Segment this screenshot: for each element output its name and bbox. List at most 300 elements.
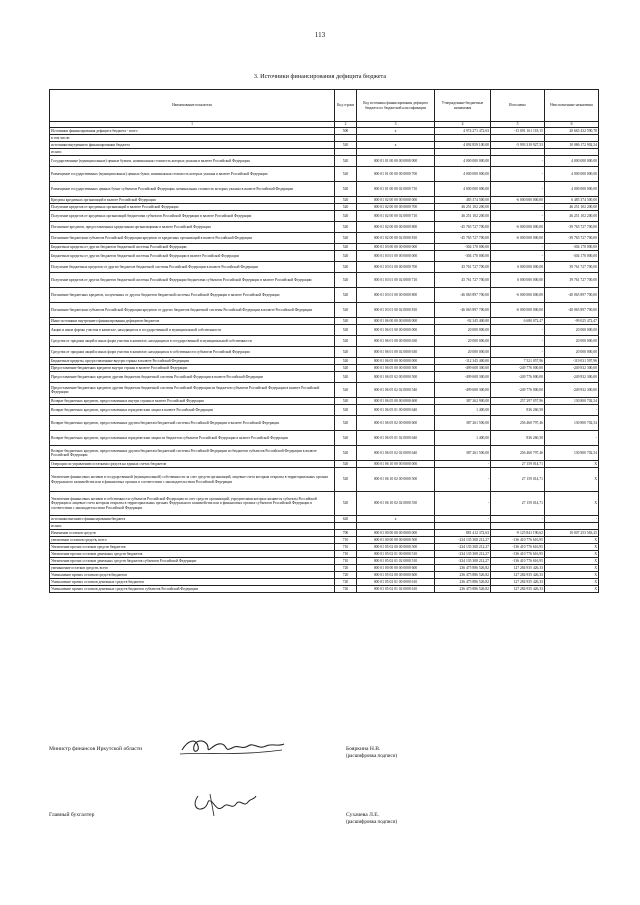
row-executed-cell: -136 410 776 616,95 — [491, 537, 545, 544]
minister-signature-icon — [178, 734, 288, 760]
row-source-code-cell: 000 01 06 05 00 00 0000 600 — [357, 398, 435, 405]
row-unexecuted-cell: -40 065 897 700,00 — [545, 288, 599, 303]
row-executed-cell: 127 284 935 426,33 — [491, 579, 545, 586]
row-line-code-cell: 700 — [335, 530, 357, 537]
row-unexecuted-cell: X — [545, 461, 599, 468]
row-name-cell: из них: — [50, 149, 335, 156]
row-executed-cell: 127 284 935 426,33 — [491, 565, 545, 572]
row-unexecuted-cell: 4 000 000 000,00 — [545, 167, 599, 182]
row-executed-cell: 257 297 057,96 — [491, 398, 545, 405]
row-name-cell: Предоставление бюджетных кредитов другим бюджетам бюджетной системы Российской Федерации из бюджетов субъектов Российской Федерации в валюте Российской Федерации — [50, 383, 335, 398]
row-approved-cell: - — [435, 468, 491, 492]
row-name-cell: Уменьшение прочих остатков денежных средств бюджетов — [50, 579, 335, 586]
row-name-cell: Возврат бюджетных кредитов, предоставленных юридическим лицам из бюджетов субъектов Российской Федерации в валюте Российской Федерации — [50, 431, 335, 446]
table-row — [50, 347, 599, 358]
row-line-code-cell: 520 — [335, 197, 357, 204]
table-row — [50, 516, 599, 523]
row-executed-cell: - — [491, 211, 545, 222]
row-source-code-cell: 000 01 05 02 00 00 0000 500 — [357, 544, 435, 551]
table-row — [50, 446, 599, 461]
row-unexecuted-cell: - — [545, 431, 599, 446]
row-line-code-cell: 520 — [335, 262, 357, 273]
table-row — [50, 544, 599, 551]
table-body — [50, 128, 599, 593]
minister-name: Бояркина Н.В. — [346, 746, 381, 752]
row-unexecuted-cell: 46 251 102 200,00 — [545, 211, 599, 222]
row-line-code-cell: 520 — [335, 347, 357, 358]
row-name-cell: Получение кредитов от кредитных организаций бюджетами субъектов Российской Федерации в валюте Российской Федерации — [50, 211, 335, 222]
row-source-code-cell: 000 01 03 01 00 02 0000 810 — [357, 303, 435, 318]
row-unexecuted-cell: X — [545, 492, 599, 516]
row-line-code-cell: 500 — [335, 128, 357, 135]
row-executed-cell: 256 460 797,46 — [491, 446, 545, 461]
row-approved-cell: 20 000 000,00 — [435, 347, 491, 358]
table-row — [50, 431, 599, 446]
row-name-cell: Государственные (муниципальные) ценные бумаги, номинальная стоимость которых указана в валюте Российской Федерации — [50, 156, 335, 167]
row-source-code-cell: 000 01 05 02 01 02 0000 610 — [357, 586, 435, 593]
row-unexecuted-cell: X — [545, 579, 599, 586]
financing-sources-table — [49, 89, 599, 593]
row-executed-cell — [491, 135, 545, 142]
table-row — [50, 523, 599, 530]
table-row — [50, 167, 599, 182]
table-row — [50, 383, 599, 398]
row-name-cell: Предоставление бюджетных кредитов другим бюджетам бюджетной системы Российской Федерации в валюте Российской Федерации — [50, 372, 335, 383]
row-executed-cell: - — [491, 325, 545, 336]
row-name-cell: Размещение государственных (муниципальных) ценных бумаг, номинальная стоимость которых указана в валюте Российской Федерации — [50, 167, 335, 182]
row-source-code-cell: 000 01 06 10 00 00 0000 000 — [357, 461, 435, 468]
row-source-code-cell: 000 01 05 02 00 00 0000 600 — [357, 572, 435, 579]
row-name-cell: Иные источники внутреннего финансирования дефицитов бюджетов — [50, 318, 335, 325]
row-approved-cell: -304 170 000,00 — [435, 251, 491, 262]
row-approved-cell: 20 000 000,00 — [435, 336, 491, 347]
row-source-code-cell: 000 01 06 01 00 00 0000 630 — [357, 336, 435, 347]
table-row — [50, 204, 599, 211]
table-row — [50, 288, 599, 303]
row-unexecuted-cell: 4 000 000 000,00 — [545, 156, 599, 167]
row-line-code-cell — [335, 149, 357, 156]
col-header-name: Наименование показателя — [50, 90, 335, 122]
row-approved-cell: 387 261 500,00 — [435, 416, 491, 431]
column-index: 3 — [357, 122, 435, 128]
table-row — [50, 197, 599, 204]
table-row — [50, 142, 599, 149]
row-approved-cell: - — [435, 516, 491, 523]
row-line-code-cell: 520 — [335, 372, 357, 383]
row-name-cell: источники внутреннего финансирования бюджета — [50, 142, 335, 149]
row-source-code-cell: 000 01 06 05 00 00 0000 500 — [357, 365, 435, 372]
row-executed-cell: 836 260,50 — [491, 405, 545, 416]
row-source-code-cell: 000 01 06 05 02 00 0000 600 — [357, 416, 435, 431]
row-line-code-cell: 520 — [335, 273, 357, 288]
row-approved-cell: -234 135 308 212,27 — [435, 558, 491, 565]
row-approved-cell: -46 065 897 700,00 — [435, 303, 491, 318]
row-line-code-cell: 620 — [335, 516, 357, 523]
row-name-cell: источники внешнего финансирования бюджета — [50, 516, 335, 523]
row-source-code-cell: 000 01 06 05 02 02 0000 540 — [357, 383, 435, 398]
row-unexecuted-cell: 20 000 000,00 — [545, 336, 599, 347]
minister-decode-caption: (расшифровка подписи) — [346, 754, 398, 759]
row-executed-cell: - — [491, 347, 545, 358]
row-unexecuted-cell: 10 007 253 563,25 — [545, 530, 599, 537]
row-line-code-cell: 520 — [335, 358, 357, 365]
row-line-code-cell: 710 — [335, 544, 357, 551]
row-line-code-cell: 520 — [335, 167, 357, 182]
row-line-code-cell: 520 — [335, 142, 357, 149]
table-row — [50, 586, 599, 593]
row-approved-cell: 4 974 271 472,63 — [435, 128, 491, 135]
row-line-code-cell: 720 — [335, 586, 357, 593]
row-approved-cell: 4 092 859 100,00 — [435, 142, 491, 149]
row-executed-cell: -6 000 000 000,00 — [491, 303, 545, 318]
table-row — [50, 336, 599, 347]
row-unexecuted-cell: 20 665 432 590,78 — [545, 128, 599, 135]
row-line-code-cell: 520 — [335, 211, 357, 222]
row-source-code-cell: 000 01 02 00 00 02 0000 810 — [357, 233, 435, 244]
row-name-cell: Предоставление бюджетных кредитов внутри страны в валюте Российской Федерации — [50, 365, 335, 372]
row-source-code-cell: x — [357, 128, 435, 135]
row-approved-cell: -92 345 400,00 — [435, 318, 491, 325]
table-row — [50, 303, 599, 318]
row-executed-cell: -9 125 841 190,62 — [491, 530, 545, 537]
row-unexecuted-cell: -99 025 472,47 — [545, 318, 599, 325]
row-approved-cell: -234 135 308 212,27 — [435, 544, 491, 551]
column-index: 1 — [50, 122, 335, 128]
row-unexecuted-cell: - — [545, 516, 599, 523]
row-line-code-cell: 520 — [335, 318, 357, 325]
table-row — [50, 558, 599, 565]
row-line-code-cell: 710 — [335, 558, 357, 565]
row-executed-cell: 7 521 057,96 — [491, 358, 545, 365]
row-unexecuted-cell: -39 765 727 700,00 — [545, 233, 599, 244]
table-row — [50, 262, 599, 273]
row-unexecuted-cell: X — [545, 586, 599, 593]
row-line-code-cell: 520 — [335, 365, 357, 372]
row-executed-cell: -249 776 000,00 — [491, 383, 545, 398]
row-name-cell: Погашение бюджетных кредитов, полученных от других бюджетов бюджетной системы Российской Федерации в валюте Российской Федерации — [50, 288, 335, 303]
row-executed-cell: -249 776 000,00 — [491, 365, 545, 372]
row-unexecuted-cell: 20 000 000,00 — [545, 325, 599, 336]
row-approved-cell: -234 135 308 212,27 — [435, 551, 491, 558]
row-executed-cell: -6 000 000 000,00 — [491, 197, 545, 204]
row-source-code-cell: 000 01 06 10 02 02 0000 550 — [357, 492, 435, 516]
table-row — [50, 222, 599, 233]
table-row — [50, 156, 599, 167]
row-unexecuted-cell: X — [545, 558, 599, 565]
row-source-code-cell: 000 01 03 00 00 00 0000 000 — [357, 244, 435, 251]
row-line-code-cell: 520 — [335, 398, 357, 405]
row-approved-cell — [435, 523, 491, 530]
row-name-cell: Акции и иные формы участия в капитале, находящиеся в государственной и муниципальной собственности — [50, 325, 335, 336]
row-executed-cell: - — [491, 156, 545, 167]
row-line-code-cell: 710 — [335, 551, 357, 558]
row-line-code-cell: 520 — [335, 325, 357, 336]
row-unexecuted-cell: 6 485 374 500,00 — [545, 197, 599, 204]
row-name-cell: Погашение бюджетами субъектов Российской Федерации кредитов от кредитных организаций в валюте Российской Федерации — [50, 233, 335, 244]
table-row — [50, 530, 599, 537]
table-row — [50, 416, 599, 431]
row-name-cell: Возврат бюджетных кредитов, предоставленных другим бюджетам бюджетной системы Российской Федерации в валюте Российской Федерации — [50, 416, 335, 431]
table-row — [50, 325, 599, 336]
row-line-code-cell — [335, 523, 357, 530]
row-approved-cell: 236 475 886 526,82 — [435, 586, 491, 593]
row-executed-cell: -136 410 776 616,95 — [491, 558, 545, 565]
accountant-signature-icon — [190, 790, 260, 820]
row-source-code-cell: 000 01 02 00 00 00 0000 000 — [357, 197, 435, 204]
row-source-code-cell: 000 01 05 02 01 00 0000 610 — [357, 579, 435, 586]
row-approved-cell: -112 345 400,00 — [435, 358, 491, 365]
row-unexecuted-cell: -249 832 300,00 — [545, 383, 599, 398]
row-name-cell: уменьшение остатков средств, всего — [50, 565, 335, 572]
row-executed-cell: -6 000 000 000,00 — [491, 288, 545, 303]
row-source-code-cell: x — [357, 142, 435, 149]
col-header-unexecuted: Неисполненные назначения — [545, 90, 599, 122]
row-unexecuted-cell: -249 832 300,00 — [545, 365, 599, 372]
row-line-code-cell: 520 — [335, 383, 357, 398]
row-approved-cell: 46 251 102 200,00 — [435, 204, 491, 211]
row-line-code-cell: 520 — [335, 244, 357, 251]
row-source-code-cell: 000 01 06 05 02 02 0000 640 — [357, 446, 435, 461]
row-source-code-cell — [357, 149, 435, 156]
row-unexecuted-cell: -39 765 727 700,00 — [545, 222, 599, 233]
row-approved-cell: 236 475 886 526,82 — [435, 565, 491, 572]
row-executed-cell: - — [491, 516, 545, 523]
row-name-cell: Кредиты кредитных организаций в валюте Российской Федерации — [50, 197, 335, 204]
row-source-code-cell: 000 01 06 00 00 00 0000 000 — [357, 318, 435, 325]
row-unexecuted-cell: 10 086 172 902,54 — [545, 142, 599, 149]
row-approved-cell: 387 262 900,00 — [435, 398, 491, 405]
row-name-cell: в том числе: — [50, 135, 335, 142]
table-row — [50, 551, 599, 558]
row-line-code-cell: 720 — [335, 579, 357, 586]
row-name-cell: Средства от продажи акций и иных форм участия в капитале, находящихся в собственности субъектов Российской Федерации — [50, 347, 335, 358]
row-source-code-cell: 000 01 03 01 00 02 0000 710 — [357, 273, 435, 288]
row-approved-cell: 4 000 000 000,00 — [435, 167, 491, 182]
row-approved-cell: 387 261 500,00 — [435, 446, 491, 461]
row-approved-cell: -499 608 300,00 — [435, 372, 491, 383]
col-header-line: Код строки — [335, 90, 357, 122]
row-name-cell: Увеличение прочих остатков средств бюджетов — [50, 544, 335, 551]
row-line-code-cell: 520 — [335, 222, 357, 233]
row-unexecuted-cell: -249 832 300,00 — [545, 372, 599, 383]
row-executed-cell: -5 993 319 927,53 — [491, 142, 545, 149]
row-unexecuted-cell: 4 000 000 000,00 — [545, 182, 599, 197]
row-approved-cell: 46 251 102 200,00 — [435, 211, 491, 222]
row-source-code-cell: 000 01 06 10 02 00 0000 500 — [357, 468, 435, 492]
row-executed-cell: 127 284 935 426,33 — [491, 586, 545, 593]
row-source-code-cell — [357, 135, 435, 142]
row-executed-cell: 27 159 014,71 — [491, 492, 545, 516]
accountant-decode-caption: (расшифровка подписи) — [346, 820, 398, 825]
table-row — [50, 572, 599, 579]
row-executed-cell: -136 410 776 616,95 — [491, 551, 545, 558]
table-row — [50, 211, 599, 222]
row-unexecuted-cell: X — [545, 572, 599, 579]
row-name-cell: Погашение бюджетами субъектов Российской Федерации кредитов от других бюджетов бюджетной системы Российской Федерации в валюте Российской Федерации — [50, 303, 335, 318]
row-source-code-cell: 000 01 06 01 00 02 0000 630 — [357, 347, 435, 358]
row-unexecuted-cell: X — [545, 537, 599, 544]
row-unexecuted-cell: X — [545, 468, 599, 492]
table-row — [50, 579, 599, 586]
row-name-cell: Бюджетные кредиты от других бюджетов бюджетной системы Российской Федерации — [50, 244, 335, 251]
row-executed-cell: - — [491, 251, 545, 262]
row-source-code-cell: 000 01 03 01 00 00 0000 800 — [357, 288, 435, 303]
table-row — [50, 537, 599, 544]
col-header-approved: Утвержденные бюджетные назначения — [435, 90, 491, 122]
row-approved-cell: 1 400,00 — [435, 431, 491, 446]
row-line-code-cell — [335, 135, 357, 142]
row-executed-cell: - — [491, 244, 545, 251]
row-approved-cell: 485 374 500,00 — [435, 197, 491, 204]
row-name-cell: Погашение кредитов, предоставленных кредитными организациями в валюте Российской Федерации — [50, 222, 335, 233]
row-source-code-cell: 000 01 06 05 02 00 0000 500 — [357, 372, 435, 383]
row-name-cell: Операции по управлению остатками средств на единых счетах бюджетов — [50, 461, 335, 468]
table-row — [50, 244, 599, 251]
column-index: 6 — [545, 122, 599, 128]
table-row — [50, 128, 599, 135]
row-name-cell: увеличение остатков средств, всего — [50, 537, 335, 544]
row-unexecuted-cell: 46 251 102 200,00 — [545, 204, 599, 211]
row-approved-cell: 236 475 886 526,82 — [435, 579, 491, 586]
row-source-code-cell: 000 01 02 00 00 02 0000 710 — [357, 211, 435, 222]
row-name-cell: Возврат бюджетных кредитов, предоставленных юридическим лицам в валюте Российской Федерации — [50, 405, 335, 416]
table-row — [50, 398, 599, 405]
row-approved-cell: 45 761 727 700,00 — [435, 262, 491, 273]
row-approved-cell: -499 608 300,00 — [435, 383, 491, 398]
row-source-code-cell: 000 01 06 01 00 00 0000 000 — [357, 325, 435, 336]
row-line-code-cell: 720 — [335, 572, 357, 579]
row-line-code-cell: 520 — [335, 461, 357, 468]
row-unexecuted-cell: -304 170 000,00 — [545, 251, 599, 262]
row-line-code-cell: 520 — [335, 446, 357, 461]
table-row — [50, 468, 599, 492]
table-row — [50, 251, 599, 262]
row-line-code-cell: 520 — [335, 233, 357, 244]
table-row — [50, 365, 599, 372]
row-line-code-cell: 520 — [335, 251, 357, 262]
row-approved-cell: 4 000 000 000,00 — [435, 156, 491, 167]
row-executed-cell: 6 000 000 000,00 — [491, 273, 545, 288]
row-approved-cell: 4 000 000 000,00 — [435, 182, 491, 197]
table-row — [50, 182, 599, 197]
row-approved-cell: 881 412 372,63 — [435, 530, 491, 537]
row-line-code-cell: 520 — [335, 182, 357, 197]
row-name-cell: Изменение остатков средств — [50, 530, 335, 537]
section-title: 3. Источники финансирования дефицита бюджета — [253, 73, 387, 80]
row-source-code-cell: 000 01 02 00 00 00 0000 800 — [357, 222, 435, 233]
row-executed-cell: 6 680 072,47 — [491, 318, 545, 325]
row-unexecuted-cell: -119 031 597,96 — [545, 358, 599, 365]
row-name-cell: из них: — [50, 523, 335, 530]
row-executed-cell: -6 000 000 000,00 — [491, 222, 545, 233]
row-source-code-cell: 000 01 02 00 00 00 0000 700 — [357, 204, 435, 211]
table-row — [50, 372, 599, 383]
row-name-cell: Получение кредитов от кредитных организаций в валюте Российской Федерации — [50, 204, 335, 211]
row-approved-cell: 20 000 000,00 — [435, 325, 491, 336]
row-executed-cell: - — [491, 167, 545, 182]
row-approved-cell — [435, 135, 491, 142]
table-row — [50, 149, 599, 156]
table-row — [50, 358, 599, 365]
row-unexecuted-cell: 130 800 702,54 — [545, 398, 599, 405]
row-executed-cell: 27 159 014,71 — [491, 461, 545, 468]
row-executed-cell: -15 691 161 118,15 — [491, 128, 545, 135]
row-unexecuted-cell: 130 800 702,54 — [545, 416, 599, 431]
row-executed-cell: 27 159 014,71 — [491, 468, 545, 492]
row-name-cell: Возврат бюджетных кредитов, предоставленных внутри страны в валюте Российской Федерации — [50, 398, 335, 405]
row-executed-cell: 836 260,50 — [491, 431, 545, 446]
table-row — [50, 405, 599, 416]
row-source-code-cell: 000 01 01 00 00 02 0000 710 — [357, 182, 435, 197]
row-unexecuted-cell: 130 800 702,54 — [545, 446, 599, 461]
column-index: 5 — [491, 122, 545, 128]
row-unexecuted-cell: X — [545, 565, 599, 572]
column-index: 4 — [435, 122, 491, 128]
row-name-cell: Увеличение финансовых активов в государственной (муниципальной) собственности за счет средств организаций, лицевые счета которым открыты в территориальных органах Федерального казначейства или в финансовых органах в соответствии с законодательством Российской Федерации — [50, 468, 335, 492]
row-line-code-cell: 520 — [335, 204, 357, 211]
row-name-cell: Получение кредитов от других бюджетов бюджетной системы Российской Федерации бюджетами субъектов Российской Федерации в валюте Российской Федерации — [50, 273, 335, 288]
row-line-code-cell: 520 — [335, 336, 357, 347]
row-source-code-cell: 000 01 01 00 00 00 0000 700 — [357, 167, 435, 182]
row-approved-cell: 236 475 886 526,82 — [435, 572, 491, 579]
row-line-code-cell: 520 — [335, 416, 357, 431]
row-approved-cell: -45 765 727 700,00 — [435, 222, 491, 233]
row-line-code-cell: 520 — [335, 468, 357, 492]
row-line-code-cell: 710 — [335, 537, 357, 544]
row-executed-cell — [491, 523, 545, 530]
row-name-cell: Увеличение прочих остатков денежных средств бюджетов — [50, 551, 335, 558]
row-approved-cell: 1 400,00 — [435, 405, 491, 416]
table-row — [50, 565, 599, 572]
row-line-code-cell: 520 — [335, 288, 357, 303]
row-approved-cell: -45 765 727 700,00 — [435, 233, 491, 244]
table-row — [50, 135, 599, 142]
page-number: 113 — [314, 31, 326, 39]
row-unexecuted-cell — [545, 523, 599, 530]
row-executed-cell: - — [491, 182, 545, 197]
row-source-code-cell: x — [357, 516, 435, 523]
table-row — [50, 492, 599, 516]
row-name-cell: Увеличение финансовых активов в собственности субъектов Российской Федерации за счет средств организаций, учредителями которых являются субъекты Российской Федерации и лицевые счета которым открыты в территориальных органах Федерального казначейства или в финансовых органах субъектов Российской Федерации в соответствии с законодательством Российской Федерации — [50, 492, 335, 516]
row-name-cell: Получение бюджетных кредитов от других бюджетов бюджетной системы Российской Федерации в валюте Российской Федерации — [50, 262, 335, 273]
row-source-code-cell: 000 01 03 01 00 00 0000 700 — [357, 262, 435, 273]
row-executed-cell: -6 000 000 000,00 — [491, 233, 545, 244]
column-index: 2 — [335, 122, 357, 128]
row-source-code-cell: 000 01 06 05 01 00 0000 640 — [357, 405, 435, 416]
row-unexecuted-cell: -304 170 000,00 — [545, 244, 599, 251]
row-name-cell: Бюджетные кредиты от других бюджетов бюджетной системы Российской Федерации в валюте Российской Федерации — [50, 251, 335, 262]
row-line-code-cell: 520 — [335, 303, 357, 318]
row-unexecuted-cell: X — [545, 544, 599, 551]
row-approved-cell: - — [435, 461, 491, 468]
row-name-cell: Размещение государственных ценных бумаг субъектов Российской Федерации, номинальная стоимость которых указана в валюте Российской Федерации — [50, 182, 335, 197]
table-header-row — [50, 90, 599, 122]
row-unexecuted-cell: 20 000 000,00 — [545, 347, 599, 358]
table-row — [50, 273, 599, 288]
row-approved-cell: -304 170 000,00 — [435, 244, 491, 251]
row-executed-cell: -249 776 000,00 — [491, 372, 545, 383]
row-approved-cell: 45 761 727 700,00 — [435, 273, 491, 288]
row-approved-cell: -499 608 300,00 — [435, 365, 491, 372]
row-name-cell: Возврат бюджетных кредитов, предоставленных другим бюджетам бюджетной системы Российской Федерации из бюджетов субъектов Российской Федерации в валюте Российской Федерации — [50, 446, 335, 461]
row-source-code-cell: 000 01 05 02 01 00 0000 510 — [357, 551, 435, 558]
row-executed-cell: 6 000 000 000,00 — [491, 262, 545, 273]
row-source-code-cell: 000 01 03 01 00 00 0000 000 — [357, 251, 435, 262]
row-line-code-cell: 520 — [335, 431, 357, 446]
col-header-code: Код источника финансирования дефицита бюджета по бюджетной классификации — [357, 90, 435, 122]
row-name-cell: Источники финансирования дефицита бюджета - всего — [50, 128, 335, 135]
accountant-name: Сухачева Л.Е. — [346, 812, 380, 818]
